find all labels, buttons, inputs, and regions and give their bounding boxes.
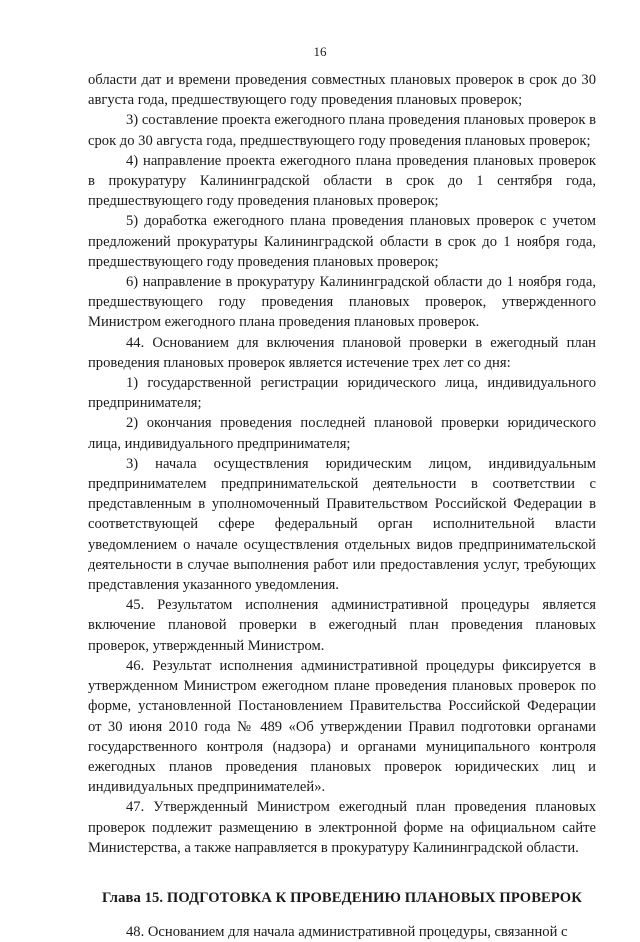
paragraph: 3) составление проекта ежегодного плана проведения плановых проверок в срок до 30 августа года, предшествующего году проведения плановых проверок; [88,112,596,149]
paragraphs-after [88,922,596,942]
page-number: 16 [313,44,327,59]
paragraph: 6) направление в прокуратуру Калининградской области до 1 ноября года, предшествующего году проведения плановых проверок, утвержденного Министром ежегодного плана проведения плановых проверок. [88,274,596,331]
paragraph: 44. Основанием для включения плановой проверки в ежегодный план проведения плановых проверок является истечение трех лет со дня: [88,334,596,371]
paragraph: 47. Утвержденный Министром ежегодный план проведения плановых проверок подлежит размещению в электронной форме на официальном сайте Министерства, а также направляется в прокуратуру Калининградской области. [88,799,596,856]
paragraph: 45. Результатом исполнения административной процедуры является включение плановой проверки в ежегодный план проведения плановых проверок, утвержденный Министром. [88,597,596,654]
paragraph: области дат и времени проведения совместных плановых проверок в срок до 30 августа года, предшествующего году проведения плановых проверок; [88,72,596,109]
chapter-heading: Глава 15. ПОДГОТОВКА К ПРОВЕДЕНИЮ ПЛАНОВЫХ ПРОВЕРОК [102,889,582,906]
paragraph: 46. Результат исполнения административной процедуры фиксируется в утвержденном Министром ежегодном плане проведения плановых проверок по форме, установленной Постановлением Правительства Российской Федерации от 30 июня 2010 года № 489 «Об утверждении Правил подготовки органами государственного контроля (надзора) и органами муниципального контроля ежегодных планов проведения плановых проверок юридических лиц и индивидуальных предпринимателей». [88,657,596,796]
paragraph: 2) окончания проведения последней плановой проверки юридического лица, индивидуального предпринимателя; [88,415,596,452]
paragraphs-before [88,70,596,858]
paragraph: 1) государственной регистрации юридического лица, индивидуального предпринимателя; [88,375,596,412]
paragraph: 5) доработка ежегодного плана проведения плановых проверок с учетом предложений прокуратуры Калининградской области в срок до 1 ноября года, предшествующего году проведения плановых проверок; [88,213,596,270]
paragraph: 3) начала осуществления юридическим лицом, индивидуальным предпринимателем предпринимательской деятельности в соответствии с представленным в уполномоченный Правительством Российской Федерации в соответствующей сфере федеральный орган исполнительной власти уведомлением о начале осуществления отдельных видов предпринимательской деятельности в случае выполнения работ или предоставления услуг, требующих представления указанного уведомления. [88,455,596,594]
paragraph: 48. Основанием для начала административной процедуры, связанной с [126,924,568,941]
paragraph: 4) направление проекта ежегодного плана проведения плановых проверок в прокуратуру Калининградской области в срок до 1 сентября года, предшествующего году проведения плановых проверок; [88,152,596,210]
document-body [88,70,596,942]
